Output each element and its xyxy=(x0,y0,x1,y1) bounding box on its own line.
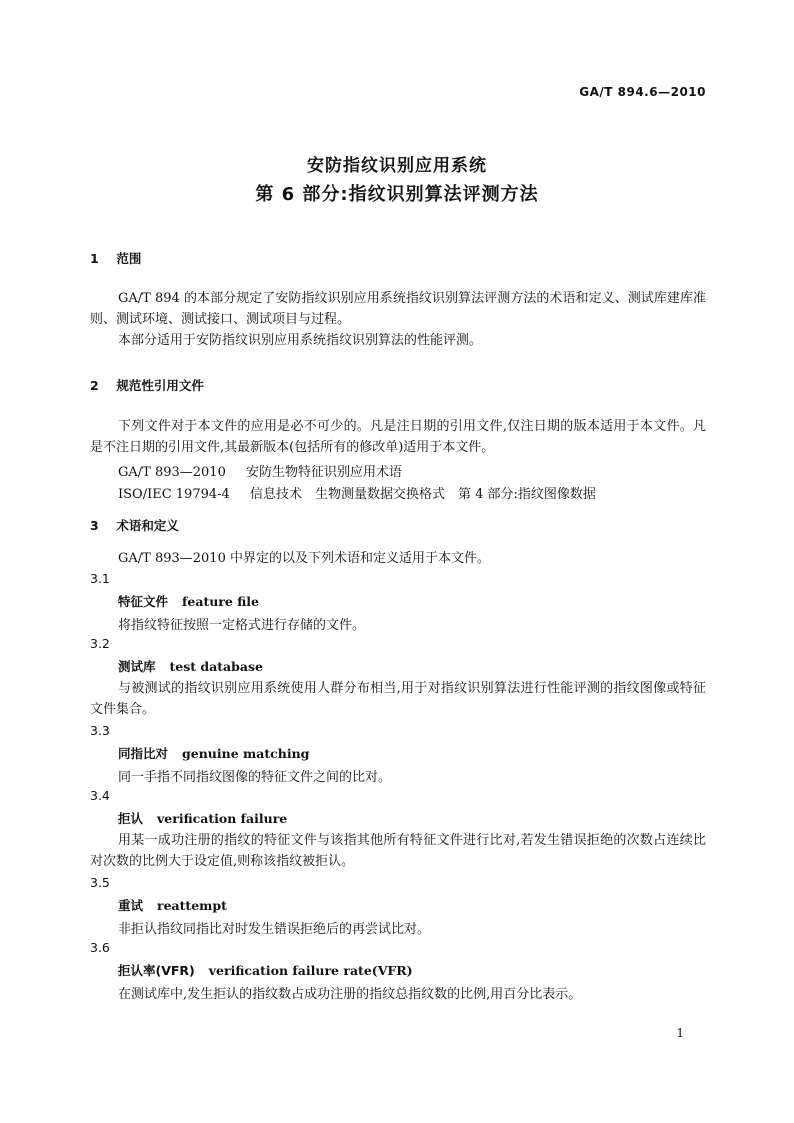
term-zh: 重试 xyxy=(118,898,144,913)
term-zh: 特征文件 xyxy=(118,594,169,609)
term-definition: 用某一成功注册的指纹的特征文件与该指其他所有特征文件进行比对,若发生错误拒绝的次数占连续比对次数的比例大于设定值,则称该指纹被拒认。 xyxy=(90,833,706,869)
section-2-paragraph-1: 下列文件对于本文件的应用是必不可少的。凡是注日期的引用文件,仅注日期的版本适用于本文件。凡是不注日期的引用文件,其最新版本(包括所有的修改单)适用于本文件。 xyxy=(90,419,706,455)
reference-title: 信息技术 生物测量数据交换格式 第 4 部分:指纹图像数据 xyxy=(249,487,596,502)
term-number: 3.2 xyxy=(90,636,110,651)
term-definition: 同一手指不同指纹图像的特征文件之间的比对。 xyxy=(118,770,392,785)
section-title: 范围 xyxy=(116,251,142,266)
term-en: verification failure xyxy=(157,811,288,826)
document-code: GA/T 894.6—2010 xyxy=(579,85,706,99)
document-title-line1: 安防指纹识别应用系统 xyxy=(307,156,487,176)
term-en: test database xyxy=(169,659,263,674)
term-zh: 拒认 xyxy=(118,811,144,826)
term-number: 3.5 xyxy=(90,875,110,890)
section-2-heading xyxy=(90,376,204,394)
section-number: 3 xyxy=(90,518,99,533)
term-definition: 在测试库中,发生拒认的指纹数占成功注册的指纹总指纹数的比例,用百分比表示。 xyxy=(118,987,582,1002)
term-heading xyxy=(118,961,413,979)
reference-code: GA/T 893—2010 xyxy=(118,465,226,480)
reference-item xyxy=(118,461,402,480)
section-title: 术语和定义 xyxy=(116,518,179,533)
document-title-line2: 第 6 部分:指纹识别算法评测方法 xyxy=(255,184,539,205)
page-number: 1 xyxy=(676,1026,684,1040)
term-definition: 非拒认指纹同指比对时发生错误拒绝后的再尝试比对。 xyxy=(118,922,431,937)
term-definition: 与被测试的指纹识别应用系统使用人群分布相当,用于对指纹识别算法进行性能评测的指纹图像或特征文件集合。 xyxy=(90,681,706,717)
section-number: 1 xyxy=(90,251,99,266)
section-title: 规范性引用文件 xyxy=(116,378,204,393)
term-number: 3.6 xyxy=(90,940,110,955)
reference-item xyxy=(118,483,596,502)
term-en: genuine matching xyxy=(182,746,310,761)
term-definition: 将指纹特征按照一定格式进行存储的文件。 xyxy=(118,618,366,633)
term-zh: 同指比对 xyxy=(118,746,169,761)
term-heading xyxy=(118,657,263,675)
section-3-heading xyxy=(90,516,179,534)
section-3-intro: GA/T 893—2010 中界定的以及下列术语和定义适用于本文件。 xyxy=(118,551,490,566)
term-en: reattempt xyxy=(157,898,227,913)
section-number: 2 xyxy=(90,378,99,393)
term-heading xyxy=(118,809,287,827)
term-heading xyxy=(118,592,259,610)
reference-title: 安防生物特征识别应用术语 xyxy=(246,465,403,480)
term-heading xyxy=(118,744,309,762)
term-number: 3.4 xyxy=(90,788,110,803)
section-1-heading xyxy=(90,249,141,267)
term-number: 3.1 xyxy=(90,571,110,586)
term-zh: 拒认率(VFR) xyxy=(118,963,195,978)
term-number: 3.3 xyxy=(90,723,110,738)
section-1-paragraph-2: 本部分适用于安防指纹识别应用系统指纹识别算法的性能评测。 xyxy=(118,333,483,348)
term-en: verification failure rate(VFR) xyxy=(208,963,413,978)
section-1-paragraph-1: GA/T 894 的本部分规定了安防指纹识别应用系统指纹识别算法评测方法的术语和定义、测试库建库准则、测试环境、测试接口、测试项目与过程。 xyxy=(90,291,706,327)
term-heading xyxy=(118,896,227,914)
reference-code: ISO/IEC 19794-4 xyxy=(118,487,230,502)
term-en: feature file xyxy=(182,594,259,609)
term-zh: 测试库 xyxy=(118,659,156,674)
